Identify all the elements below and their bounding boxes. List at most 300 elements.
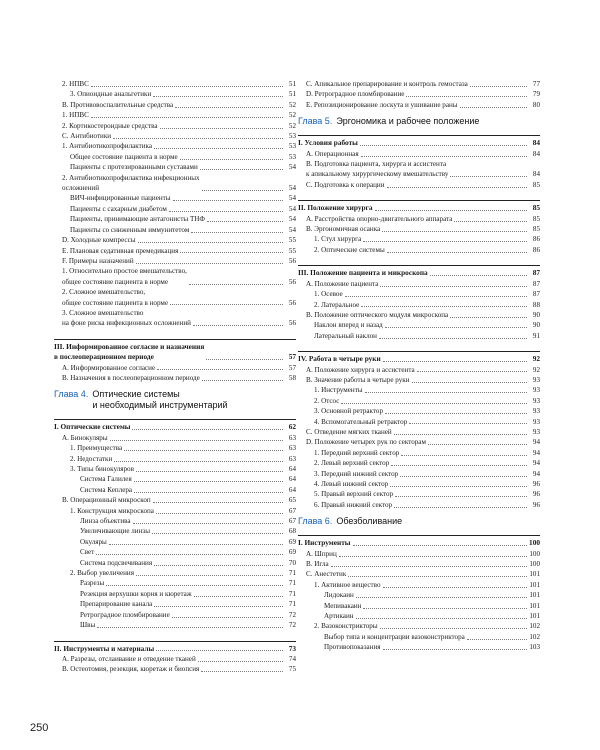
toc-entry-title: III. Информированное согласие и назначения в послеоперационном периоде (54, 341, 205, 362)
toc-entry[interactable] (54, 308, 296, 329)
toc-section-entry[interactable] (298, 203, 540, 213)
toc-entry-title: Система Кеплера (80, 485, 133, 494)
dot-leader (394, 507, 527, 508)
toc-page-number: 58 (288, 373, 296, 382)
toc-entry[interactable] (54, 266, 296, 287)
toc-page-number: 80 (532, 100, 540, 109)
toc-entry[interactable] (54, 568, 296, 578)
toc-entry[interactable] (54, 204, 296, 214)
toc-entry[interactable] (298, 100, 540, 110)
toc-entry[interactable] (54, 526, 296, 536)
dot-leader (91, 117, 283, 118)
dot-leader (110, 440, 283, 441)
toc-page-number: 53 (288, 132, 296, 141)
toc-entry-title: 3. Основной ретрактор (314, 407, 384, 416)
dot-leader (450, 317, 527, 318)
toc-section-entry[interactable] (54, 644, 296, 654)
toc-entry[interactable] (54, 558, 296, 568)
toc-entry[interactable] (54, 610, 296, 620)
dot-leader (113, 138, 283, 139)
toc-entry-title: 1. Преимущества (70, 444, 123, 453)
toc-entry-title: III. Положение пациента и микроскопа (298, 268, 428, 278)
toc-entry[interactable] (298, 590, 540, 600)
toc-entry[interactable] (54, 433, 296, 443)
toc-page-number: 101 (529, 580, 540, 589)
toc-entry[interactable] (298, 406, 540, 416)
dot-leader (156, 513, 283, 514)
toc-page-number: 88 (532, 300, 540, 309)
toc-entry[interactable] (54, 363, 296, 373)
toc-page-number: 56 (288, 298, 296, 307)
toc-page-number: 85 (532, 180, 540, 189)
dot-leader (109, 544, 283, 545)
toc-entry[interactable] (54, 162, 296, 172)
toc-entry[interactable] (54, 506, 296, 516)
dot-leader (153, 502, 283, 503)
dot-leader (467, 639, 527, 640)
toc-entry-title: A. Бинокуляры (62, 433, 108, 442)
toc-page-number: 72 (288, 610, 296, 619)
dot-leader (385, 413, 527, 414)
chapter-title: Оптические системы и необходимый инструментарий (92, 389, 228, 411)
toc-entry-title: B. Операционный микроскоп (62, 496, 151, 505)
toc-entry-title: 3. Опиоидные анальгетики (70, 90, 152, 99)
toc-entry-title: 4. Вспомогательный ретрактор (314, 417, 408, 426)
toc-entry-title: 4. Левый нижний сектор (314, 480, 389, 488)
toc-page-number: 55 (288, 236, 296, 245)
dot-leader (380, 286, 527, 287)
toc-section-entry[interactable] (298, 138, 540, 148)
dot-leader (157, 369, 283, 370)
toc-entry-title: I. Оптические системы (54, 422, 131, 432)
dot-leader (200, 169, 283, 170)
dot-leader (180, 159, 283, 160)
toc-entry-title: E. Репозиционирование лоскута и ушивание раны (306, 100, 458, 109)
section-gap (54, 329, 296, 336)
toc-page-number: 67 (288, 517, 296, 526)
toc-page-number: 74 (288, 654, 296, 663)
toc-page-number: 85 (532, 225, 540, 234)
dot-leader (363, 241, 527, 242)
toc-page-number: 100 (529, 538, 540, 548)
toc-entry-title: Выбор типа и концентрации вазоконстриктора (324, 632, 465, 641)
toc-page-number: 91 (532, 331, 540, 340)
toc-page-number: 96 (532, 480, 540, 488)
toc-entry-title: Ретроградное пломбирование (80, 610, 170, 619)
toc-entry[interactable] (298, 417, 540, 427)
dot-leader (91, 86, 283, 87)
toc-entry-title: B. Подготовка пациента, хирурга и ассистента к апикальному хирургическому вмешательству (306, 160, 449, 179)
toc-entry-title: A. Операционная (306, 149, 359, 158)
toc-entry-title: 6. Правый нижний сектор (314, 500, 393, 509)
dot-leader (172, 617, 283, 618)
dot-leader (395, 496, 527, 497)
dot-leader (133, 523, 283, 524)
toc-entry-title: 1. Инструменты (314, 386, 363, 395)
toc-page-number: 54 (288, 225, 296, 234)
toc-entry-title: B. Положение оптического модуля микроскопа (306, 310, 449, 319)
toc-page-number: 90 (532, 310, 540, 319)
toc-entry-title: Линза объектива (80, 517, 131, 526)
toc-page-number: 85 (532, 203, 540, 213)
toc-entry[interactable] (298, 479, 540, 489)
toc-entry[interactable] (54, 214, 296, 224)
toc-entry-title: Швы (80, 621, 96, 630)
toc-entry[interactable] (298, 300, 540, 310)
dot-leader (339, 556, 527, 557)
toc-column-left (54, 79, 296, 675)
toc-entry[interactable] (298, 375, 540, 385)
toc-entry-title: 1. Осевое (314, 290, 343, 299)
toc-page-number: 72 (288, 621, 296, 630)
toc-entry-title: D. Ретроградное пломбирование (306, 90, 405, 99)
toc-entry-title: Пациенты, принимающие антагонисты ТНФ (70, 215, 206, 224)
dot-leader (363, 608, 527, 609)
toc-page-number: 51 (288, 90, 296, 99)
toc-entry[interactable] (54, 100, 296, 110)
toc-page-number: 100 (529, 560, 540, 569)
toc-entry[interactable] (298, 469, 540, 479)
toc-page-number: 93 (532, 386, 540, 395)
toc-page-number: 92 (532, 365, 540, 374)
toc-page-number: 102 (529, 622, 540, 631)
toc-entry[interactable] (298, 621, 540, 631)
toc-entry[interactable] (298, 234, 540, 244)
toc-entry[interactable] (298, 320, 540, 330)
toc-page-number: 85 (532, 214, 540, 223)
toc-entry[interactable] (298, 437, 540, 447)
section-gap (298, 255, 540, 262)
toc-entry-title: C. Апикальное препарирование и контроль гемостаза (306, 80, 468, 88)
toc-entry[interactable] (54, 89, 296, 99)
toc-entry[interactable] (298, 569, 540, 579)
toc-entry[interactable] (54, 152, 296, 162)
dot-leader (206, 359, 283, 360)
toc-entry[interactable] (54, 193, 296, 203)
toc-entry[interactable] (298, 245, 540, 255)
toc-entry-title: IV. Работа в четыре руки (298, 354, 381, 364)
toc-entry-title: Пациенты со сниженным иммунитетом (70, 225, 190, 234)
section-divider (54, 641, 296, 642)
chapter-title: Эргономика и рабочее положение (336, 116, 480, 127)
toc-entry[interactable] (54, 131, 296, 141)
toc-column-right (298, 79, 540, 653)
toc-entry[interactable] (298, 224, 540, 234)
section-divider (298, 265, 540, 266)
dot-leader (194, 596, 283, 597)
toc-entry[interactable] (298, 448, 540, 458)
toc-page-number: 67 (288, 506, 296, 515)
toc-entry-title: Пациенты с протезированными суставами (70, 163, 198, 172)
toc-page-number: 84 (532, 170, 540, 179)
toc-entry-title: 3. Сложное вмешательство на фоне риска инфекционных осложнений (62, 308, 191, 328)
dot-leader (360, 145, 527, 146)
toc-entry[interactable] (298, 365, 540, 375)
toc-entry[interactable] (54, 246, 296, 256)
toc-page-number: 54 (288, 215, 296, 224)
toc-entry[interactable] (54, 495, 296, 505)
toc-entry[interactable] (298, 149, 540, 159)
toc-entry-title: 1. Стул хирурга (314, 235, 362, 244)
chapter-label: Глава 6. (298, 516, 333, 527)
dot-leader (154, 148, 283, 149)
toc-entry[interactable] (54, 599, 296, 609)
dot-leader (430, 275, 527, 276)
toc-entry-title: 2. Антибиотикопрофилактика инфекционных осложнений (62, 173, 200, 193)
toc-entry-title: Увеличивающие линзы (80, 527, 150, 536)
toc-entry-title: 2. Латеральное (314, 300, 360, 309)
toc-entry[interactable] (54, 373, 296, 383)
toc-entry-title: Пациенты с сахарным диабетом (70, 204, 167, 213)
toc-entry[interactable] (298, 385, 540, 395)
toc-page-number: 96 (532, 500, 540, 509)
dot-leader (387, 252, 527, 253)
toc-entry-title: 2. Недостатки (70, 454, 113, 463)
toc-entry-title: 2. Левый верхний сектор (314, 459, 390, 468)
chapter-heading (298, 116, 540, 127)
toc-entry-title: 1. Конструкция микроскопа (70, 506, 154, 515)
chapter-heading (298, 516, 540, 527)
dot-leader (134, 492, 283, 493)
dot-leader (138, 242, 284, 243)
toc-entry[interactable] (54, 454, 296, 464)
dot-leader (114, 461, 283, 462)
toc-entry[interactable] (54, 547, 296, 557)
toc-entry-title: A. Разрезы, отслаивание и отведение тканей (62, 654, 196, 663)
toc-page-number: 87 (532, 279, 540, 288)
dot-leader (189, 284, 283, 285)
toc-entry[interactable] (54, 485, 296, 495)
dot-leader (412, 382, 527, 383)
dot-leader (345, 296, 527, 297)
toc-entry-title: 2. Отсос (314, 396, 340, 405)
toc-page-number: 71 (288, 569, 296, 578)
toc-entry-title: 1. Антибиотикопрофилактика (62, 142, 153, 151)
toc-page-number: 51 (288, 80, 296, 88)
dot-leader (356, 618, 527, 619)
toc-entry[interactable] (54, 173, 296, 194)
toc-page-number: 86 (532, 245, 540, 254)
toc-entry[interactable] (298, 214, 540, 224)
toc-page-number: 64 (288, 485, 296, 494)
toc-entry-title: 1. Активное вещество (314, 580, 381, 589)
dot-leader (348, 576, 527, 577)
toc-page-number: 53 (288, 142, 296, 151)
toc-entry-title: 2. Выбор увеличения (70, 569, 134, 578)
dot-leader (390, 486, 527, 487)
toc-entry[interactable] (298, 601, 540, 611)
toc-page-number: 71 (288, 600, 296, 609)
toc-page-number: 54 (288, 194, 296, 203)
toc-entry[interactable] (54, 464, 296, 474)
dot-leader (383, 649, 527, 650)
dot-leader (391, 465, 527, 466)
toc-page-number: 94 (532, 448, 540, 457)
toc-entry[interactable] (54, 474, 296, 484)
toc-entry-title: II. Инструменты и материалы (54, 643, 155, 653)
toc-page-number: 93 (532, 375, 540, 384)
toc-page-number: 86 (532, 235, 540, 244)
section-divider (298, 200, 540, 201)
chapter-label: Глава 4. (54, 389, 89, 400)
toc-entry-title: D. Холодные компрессы (62, 236, 136, 245)
toc-entry-title: 5. Правый верхний сектор (314, 490, 394, 499)
dot-leader (97, 627, 283, 628)
toc-entry[interactable] (54, 654, 296, 664)
toc-entry[interactable] (298, 331, 540, 341)
dot-leader (191, 232, 283, 233)
toc-entry[interactable] (298, 396, 540, 406)
section-divider (298, 351, 540, 352)
toc-entry[interactable] (298, 489, 540, 499)
toc-entry[interactable] (298, 642, 540, 652)
dot-leader (331, 566, 527, 567)
toc-entry[interactable] (54, 79, 296, 89)
toc-entry[interactable] (298, 279, 540, 289)
toc-entry[interactable] (298, 79, 540, 89)
toc-page-number: 52 (288, 100, 296, 109)
dot-leader (169, 211, 283, 212)
toc-page-number: 54 (288, 204, 296, 213)
toc-page-number: 102 (529, 632, 540, 641)
toc-entry[interactable] (298, 310, 540, 320)
toc-entry[interactable] (54, 235, 296, 245)
toc-entry[interactable] (298, 580, 540, 590)
toc-entry-title: 2. Сложное вмешательство, общее состояние пациента в норме (62, 288, 169, 307)
toc-entry-title: Система Галилея (80, 475, 132, 484)
toc-entry-title: A. Шприц (306, 549, 337, 558)
dot-leader (134, 481, 283, 482)
toc-entry[interactable] (54, 537, 296, 547)
toc-page-number: 63 (288, 444, 296, 453)
toc-entry[interactable] (54, 121, 296, 131)
toc-page-number: 93 (532, 407, 540, 416)
toc-page-number: 92 (532, 354, 540, 364)
toc-entry-title: B. Противовоспалительные средства (62, 100, 174, 109)
toc-entry-title: C. Подготовка к операции (306, 180, 385, 189)
toc-entry[interactable] (54, 516, 296, 526)
toc-page-number: 96 (532, 490, 540, 499)
dot-leader (406, 96, 527, 97)
toc-entry[interactable] (298, 611, 540, 621)
toc-entry[interactable] (298, 180, 540, 190)
toc-entry-title: Резекция верхушки корня и кюретаж (80, 589, 192, 598)
section-divider (54, 419, 296, 420)
dot-leader (136, 575, 283, 576)
toc-page-number: 54 (288, 163, 296, 172)
dot-leader (132, 429, 283, 430)
section-divider (298, 135, 540, 136)
dot-leader (193, 325, 283, 326)
toc-entry-title: Окуляры (80, 537, 107, 546)
toc-entry-title: 1. Относительно простое вмешательство, общее состояние пациента в норме (62, 267, 187, 286)
toc-section-entry[interactable] (298, 538, 540, 548)
toc-entry[interactable] (298, 549, 540, 559)
toc-entry[interactable] (298, 427, 540, 437)
toc-entry-title: F. Примеры назначений (62, 256, 134, 265)
toc-entry[interactable] (54, 664, 296, 674)
dot-leader (361, 306, 527, 307)
toc-entry[interactable] (298, 500, 540, 510)
toc-section-entry[interactable] (54, 422, 296, 432)
toc-entry-title: 2. Кортикостероидные средства (62, 121, 158, 130)
dot-leader (353, 545, 528, 546)
toc-entry[interactable] (298, 458, 540, 468)
dot-leader (156, 650, 283, 651)
toc-entry-title: 2. Вазоконстрикторы (314, 622, 378, 631)
toc-page-number: 64 (288, 475, 296, 484)
toc-entry[interactable] (54, 110, 296, 120)
toc-entry-title: Артикаин (324, 612, 354, 621)
toc-page-number: 87 (532, 268, 540, 278)
dot-leader (152, 533, 283, 534)
section-divider (54, 339, 296, 340)
toc-entry[interactable] (298, 559, 540, 569)
toc-page-number: 69 (288, 537, 296, 546)
section-gap (298, 341, 540, 348)
toc-section-entry[interactable] (298, 268, 540, 278)
dot-leader (385, 327, 527, 328)
toc-page-number: 71 (288, 579, 296, 588)
toc-entry-title: B. Эргономичная осанка (306, 225, 381, 234)
toc-page-number: 71 (288, 589, 296, 598)
toc-entry[interactable] (54, 578, 296, 588)
toc-entry-title: Общее состояние пациента в норме (70, 152, 178, 161)
toc-entry-title: 3. Передний нижний сектор (314, 469, 399, 478)
toc-entry-title: B. Значение работы в четыре руки (306, 375, 410, 384)
toc-page-number: 101 (529, 601, 540, 610)
dot-leader (401, 455, 527, 456)
dot-leader (383, 587, 527, 588)
toc-entry[interactable] (54, 256, 296, 266)
toc-page-number: 101 (529, 612, 540, 621)
toc-entry[interactable] (298, 289, 540, 299)
toc-entry[interactable] (54, 589, 296, 599)
toc-entry-title: I. Инструменты (298, 538, 351, 548)
toc-page-number: 63 (288, 433, 296, 442)
toc-entry-title: C. Антибиотики (62, 132, 112, 141)
toc-page-number: 73 (288, 643, 296, 653)
toc-entry[interactable] (54, 287, 296, 308)
toc-entry-title: 1. Передний верхний сектор (314, 448, 400, 457)
toc-entry[interactable] (298, 632, 540, 642)
dot-leader (173, 200, 283, 201)
toc-entry[interactable] (54, 443, 296, 453)
toc-page-number: 103 (529, 643, 540, 652)
toc-section-entry[interactable] (54, 342, 296, 363)
dot-leader (153, 96, 283, 97)
toc-section-entry[interactable] (298, 354, 540, 364)
dot-leader (160, 128, 283, 129)
dot-leader (400, 476, 527, 477)
toc-entry-title: B. Назначения в послеоперационном периоде (62, 373, 200, 382)
toc-entry-title: 3. Типы бинокуляров (70, 465, 134, 473)
toc-page-number: 56 (288, 256, 296, 265)
toc-entry[interactable] (298, 89, 540, 99)
section-divider (298, 535, 540, 536)
dot-leader (379, 338, 527, 339)
toc-entry[interactable] (298, 159, 540, 180)
toc-page-number: 93 (532, 427, 540, 436)
dot-leader (428, 444, 527, 445)
toc-entry-title: B. Остеотомия, резекция, кюретаж и биопсия (62, 665, 200, 674)
dot-leader (96, 554, 283, 555)
toc-entry-title: 2. Оптические системы (314, 245, 385, 254)
toc-entry[interactable] (54, 141, 296, 151)
toc-entry[interactable] (54, 225, 296, 235)
toc-entry[interactable] (54, 620, 296, 630)
toc-page-number: 84 (532, 149, 540, 158)
